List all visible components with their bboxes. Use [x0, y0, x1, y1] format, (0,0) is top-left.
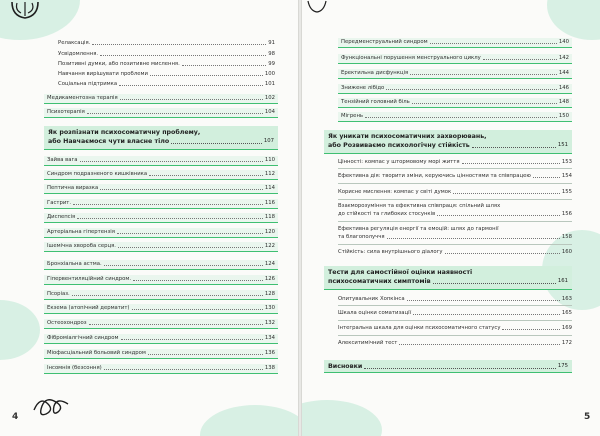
toc-title: Фіброміалгічний синдром	[47, 335, 119, 341]
section-title-line2: або Розвиваємо психологічну стійкість	[328, 142, 470, 149]
toc-page: 142	[558, 55, 569, 61]
right-page	[302, 0, 600, 436]
section-title-line2: або Навчаємося чути власне тіло	[48, 138, 170, 145]
section-page: 161	[557, 278, 568, 284]
toc-entry-line1[interactable]	[338, 203, 572, 210]
toc-entry[interactable]	[44, 260, 278, 270]
toc-title: Шкала оцінки соматизації	[338, 310, 412, 316]
toc-entry[interactable]	[44, 156, 278, 166]
section-page: 151	[557, 142, 568, 148]
toc-page: 155	[561, 189, 572, 195]
toc-page: 150	[558, 113, 569, 119]
toc-page: 122	[264, 243, 275, 249]
toc-title-line2: до стійкості та глибоких стосунків	[338, 211, 436, 217]
toc-entry[interactable]	[338, 340, 572, 347]
toc-page: 100	[264, 71, 275, 77]
page-number: 4	[12, 412, 19, 422]
toc-entry[interactable]	[44, 319, 278, 329]
toc-title: Ефективна регуляція енергії та емоцій: шлях до гармонії	[338, 226, 499, 232]
toc-title: Інтегральна шкала для оцінки психосоматичного статусу	[338, 325, 501, 331]
toc-entry[interactable]	[338, 211, 572, 218]
toc-title: Ішемічна хвороба серця.	[47, 243, 116, 249]
toc-entry[interactable]	[338, 69, 572, 79]
toc-entry[interactable]	[44, 108, 278, 118]
toc-page: 99	[268, 61, 275, 67]
decor-blob	[0, 300, 40, 360]
toc-entry[interactable]	[338, 98, 572, 108]
toc-title: Психотерапія	[47, 109, 85, 115]
decor-blob	[200, 405, 298, 436]
scribble-icon	[30, 390, 80, 420]
toc-title: Навчання вирішувати проблеми	[58, 71, 148, 77]
toc-entry[interactable]	[44, 364, 278, 374]
toc-page: 146	[558, 85, 569, 91]
section-heading[interactable]	[44, 126, 278, 150]
toc-page: 158	[561, 234, 572, 240]
toc-page: 124	[264, 261, 275, 267]
toc-entry[interactable]	[338, 325, 572, 332]
toc-title: Синдром подразненого кишківника	[47, 171, 148, 177]
toc-page: 154	[561, 173, 572, 179]
toc-title: Диспепсія	[47, 214, 76, 220]
toc-title: Еректильна дисфункція	[341, 70, 409, 76]
toc-entry[interactable]	[58, 81, 275, 88]
toc-entry[interactable]	[338, 173, 572, 180]
section-page: 107	[263, 138, 274, 144]
toc-title: Ефективна дія: творити зміни, керуючись цінностями та співпрацею	[338, 173, 531, 179]
toc-page: 172	[561, 340, 572, 346]
toc-entry[interactable]	[338, 249, 572, 256]
toc-title: Передменструальний синдром	[341, 39, 428, 45]
toc-page: 136	[264, 350, 275, 356]
toc-page: 160	[561, 249, 572, 255]
toc-page: 156	[561, 211, 572, 217]
toc-entry[interactable]	[44, 228, 278, 238]
toc-entry[interactable]	[58, 61, 275, 68]
toc-title: Опитувальник Хопкінса	[338, 296, 405, 302]
toc-title: Знижене лібідо	[341, 85, 385, 91]
toc-page: 102	[264, 95, 275, 101]
toc-title: Цінності: компас у штормовому морі життя	[338, 159, 460, 165]
section-page: 175	[557, 363, 568, 369]
toc-page: 112	[264, 171, 275, 177]
toc-title: Зайва вага	[47, 157, 78, 163]
toc-entry[interactable]	[44, 304, 278, 314]
left-page	[0, 0, 298, 436]
toc-title: Бронхіальна астма.	[47, 261, 102, 267]
toc-entry[interactable]	[338, 38, 572, 48]
divider	[338, 320, 572, 321]
section-heading[interactable]	[324, 360, 572, 373]
toc-page: 148	[558, 99, 569, 105]
divider	[338, 335, 572, 336]
toc-page: 91	[268, 40, 275, 46]
toc-entry[interactable]	[44, 334, 278, 344]
toc-page: 163	[561, 296, 572, 302]
toc-page: 104	[264, 109, 275, 115]
brain-icon	[306, 0, 328, 14]
section-title-line2: психосоматичних симптомів	[328, 278, 431, 285]
toc-page: 101	[264, 81, 275, 87]
toc-page: 114	[264, 185, 275, 191]
section-title-line1: Тести для самостійної оцінки наявності	[328, 269, 473, 276]
toc-title: Екзема (атопічний дерматит)	[47, 305, 130, 311]
toc-title: Мігрень	[341, 113, 364, 119]
toc-entry[interactable]	[44, 290, 278, 300]
decor-blob	[547, 0, 600, 40]
toc-title: Гастрит.	[47, 200, 72, 206]
divider	[338, 244, 572, 245]
toc-title-line2: та благополуччя	[338, 234, 385, 240]
toc-page: 134	[264, 335, 275, 341]
toc-page: 165	[561, 310, 572, 316]
toc-page: 118	[264, 214, 275, 220]
divider	[338, 168, 572, 169]
toc-page: 153	[561, 159, 572, 165]
toc-title: Соціальна підтримка	[58, 81, 118, 87]
toc-page: 98	[268, 51, 275, 57]
toc-entry[interactable]	[58, 40, 275, 47]
toc-entry[interactable]	[338, 112, 572, 122]
toc-entry[interactable]	[338, 296, 572, 303]
divider	[338, 221, 572, 222]
section-title: Висновки	[328, 363, 363, 370]
toc-entry[interactable]	[44, 199, 278, 209]
toc-title: Взаєморозуміння та ефективна співпраця: спільний шлях	[338, 203, 501, 209]
toc-title: Релаксація.	[58, 40, 91, 46]
divider	[338, 305, 572, 306]
toc-page: 144	[558, 70, 569, 76]
toc-title: Артеріальна гіпертензія	[47, 229, 115, 235]
section-heading[interactable]	[324, 130, 572, 154]
toc-entry[interactable]	[44, 349, 278, 359]
toc-entry[interactable]	[338, 84, 572, 94]
toc-entry[interactable]	[338, 234, 572, 241]
toc-entry[interactable]	[338, 310, 572, 317]
toc-title: Функціональні порушення менструального циклу	[341, 55, 481, 61]
toc-page: 138	[264, 365, 275, 371]
toc-page: 169	[561, 325, 572, 331]
toc-title: Корисне мислення: компас у світі думок	[338, 189, 452, 195]
decor-blob	[302, 400, 382, 436]
toc-title: Тензійний головний біль	[341, 99, 410, 105]
section-heading[interactable]	[324, 266, 572, 290]
toc-title: Усвідомлення.	[58, 51, 99, 57]
toc-entry[interactable]	[58, 71, 275, 78]
toc-title: Стійкість: сила внутрішнього діалогу	[338, 249, 443, 255]
divider	[338, 199, 572, 200]
toc-entry[interactable]	[44, 242, 278, 252]
toc-title: Гіпервентиляційний синдром.	[47, 276, 132, 282]
toc-entry[interactable]	[338, 159, 572, 166]
section-title-line1: Як уникати психосоматичних захворювань,	[328, 133, 487, 140]
section-title-line1: Як розпізнати психосоматичну проблему,	[48, 129, 201, 136]
toc-entry[interactable]	[44, 275, 278, 285]
toc-entry[interactable]	[338, 54, 572, 64]
toc-page: 116	[264, 200, 275, 206]
toc-entry[interactable]	[44, 184, 278, 194]
toc-page: 128	[264, 291, 275, 297]
toc-page: 110	[264, 157, 275, 163]
toc-page: 120	[264, 229, 275, 235]
toc-title: Пептична виразка	[47, 185, 99, 191]
page-number: 5	[584, 412, 591, 422]
toc-entry[interactable]	[44, 94, 278, 104]
brain-icon	[8, 0, 42, 22]
toc-page: 130	[264, 305, 275, 311]
toc-title: Інсомнія (безсоння)	[47, 365, 102, 371]
toc-entry[interactable]	[338, 189, 572, 196]
toc-title: Медикаментозна терапія	[47, 95, 118, 101]
toc-entry[interactable]	[58, 51, 275, 58]
toc-title: Позитивні думки, або позитивне мислення.	[58, 61, 180, 67]
toc-title: Псоріаз.	[47, 291, 70, 297]
toc-title: Міофасціальний больовий синдром	[47, 350, 146, 356]
toc-entry[interactable]	[44, 213, 278, 223]
toc-page: 126	[264, 276, 275, 282]
toc-entry[interactable]	[44, 170, 278, 180]
toc-page: 140	[558, 39, 569, 45]
toc-page: 132	[264, 320, 275, 326]
toc-title: Остеохондроз	[47, 320, 87, 326]
divider	[338, 183, 572, 184]
toc-title: Алекситимічний тест	[338, 340, 398, 346]
toc-entry-line1[interactable]	[338, 226, 572, 233]
